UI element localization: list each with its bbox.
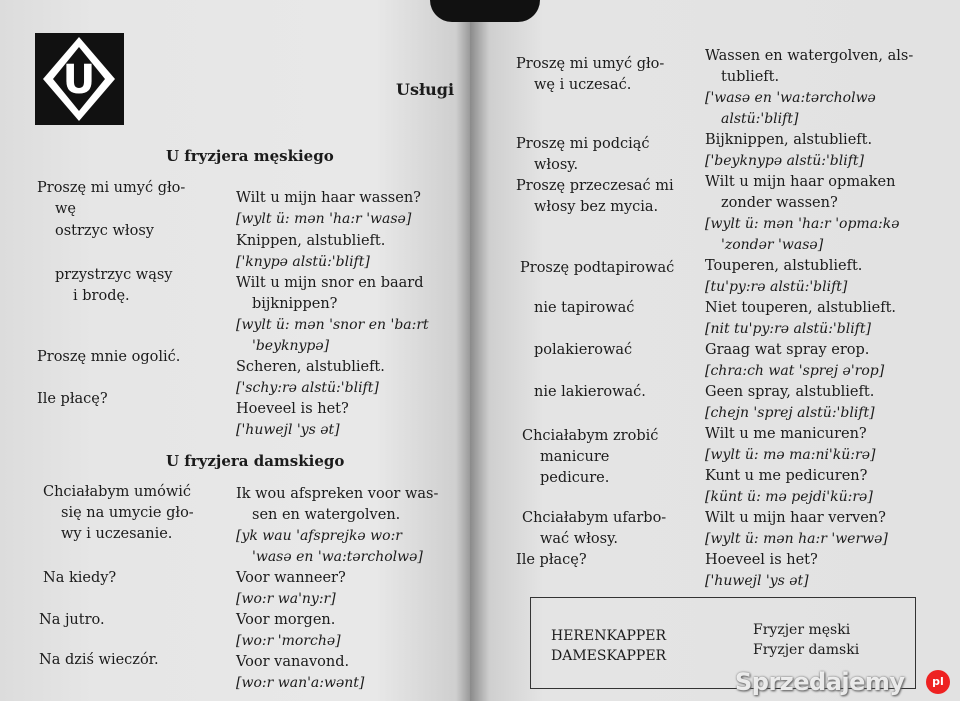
pronunciation-line: [wo:r 'morchə] bbox=[236, 633, 341, 649]
polish-phrase-line: Chciałabym umówić bbox=[43, 484, 192, 500]
pronunciation-line: [wo:r wan'a:wənt] bbox=[236, 675, 365, 691]
dutch-phrase-line: zonder wassen? bbox=[721, 195, 838, 211]
polish-phrase-line: Proszę mi podciąć bbox=[516, 136, 650, 152]
dutch-phrase-line: Wassen en watergolven, als- bbox=[705, 48, 914, 64]
polish-phrase-line: Ile płacę? bbox=[516, 552, 587, 568]
polish-phrase-line: Na kiedy? bbox=[43, 570, 117, 586]
pronunciation-line: [tu'py:rə alstü:'blift] bbox=[705, 279, 848, 295]
pronunciation-line: ['schy:rə alstü:'blift] bbox=[236, 380, 379, 396]
pronunciation-line: [wylt ü: mən 'snor en 'ba:rt bbox=[236, 317, 429, 333]
polish-phrase-line: wać włosy. bbox=[540, 531, 618, 547]
polish-phrase-line: i brodę. bbox=[73, 288, 130, 304]
dutch-phrase-line: Wilt u mijn snor en baard bbox=[236, 275, 424, 291]
pronunciation-line: [wo:r wa'ny:r] bbox=[236, 591, 336, 607]
dutch-phrase-line: Voor morgen. bbox=[236, 612, 336, 628]
dutch-phrase-line: Ik wou afspreken voor was- bbox=[236, 486, 439, 502]
dutch-phrase-line: Kunt u me pedicuren? bbox=[705, 468, 868, 484]
polish-phrase-line: Ile płacę? bbox=[37, 391, 108, 407]
glossary-nl: HERENKAPPER bbox=[551, 628, 667, 644]
dutch-phrase-line: Wilt u mijn haar verven? bbox=[705, 510, 886, 526]
pronunciation-line: [wylt ü: mən 'ha:r 'wasə] bbox=[236, 211, 412, 227]
glossary-nl: DAMESKAPPER bbox=[551, 648, 667, 664]
pronunciation-line: 'beyknypə] bbox=[252, 338, 330, 354]
polish-phrase-line: Proszę mnie ogolić. bbox=[37, 349, 181, 365]
polish-phrase-line: nie lakierować. bbox=[534, 384, 646, 400]
services-logo bbox=[35, 33, 124, 125]
dutch-phrase-line: tublieft. bbox=[721, 69, 780, 85]
dutch-phrase-line: Scheren, alstublieft. bbox=[236, 359, 385, 375]
polish-phrase-line: Proszę podtapirować bbox=[520, 260, 675, 276]
glossary-pl: Fryzjer męski bbox=[753, 622, 851, 638]
dutch-phrase-line: Hoeveel is het? bbox=[705, 552, 818, 568]
pronunciation-line: ['wasə en 'wa:tərcholwə bbox=[705, 90, 876, 106]
pronunciation-line: 'wasə en 'wa:tərcholwə] bbox=[252, 549, 423, 565]
polish-phrase-line: Proszę mi umyć gło- bbox=[37, 180, 186, 196]
polish-phrase-line: wy i uczesanie. bbox=[61, 526, 173, 542]
svg-text:U: U bbox=[62, 57, 96, 103]
polish-phrase-line: Proszę mi umyć gło- bbox=[516, 56, 665, 72]
dutch-phrase-line: Bijknippen, alstublieft. bbox=[705, 132, 873, 148]
pronunciation-line: [chra:ch wat 'sprej ə'rop] bbox=[705, 363, 885, 379]
polish-phrase-line: nie tapirować bbox=[534, 300, 635, 316]
pronunciation-line: [wylt ü: mə ma:ni'kü:rə] bbox=[705, 447, 876, 463]
polish-phrase-line: ostrzyc włosy bbox=[55, 223, 154, 239]
polish-phrase-line: wę i uczesać. bbox=[534, 77, 632, 93]
dutch-phrase-line: Knippen, alstublieft. bbox=[236, 233, 386, 249]
polish-phrase-line: się na umycie gło- bbox=[61, 505, 194, 521]
polish-phrase-line: pedicure. bbox=[540, 470, 610, 486]
section-heading-ladies-hairdresser: U fryzjera damskiego bbox=[166, 452, 345, 470]
dutch-phrase-line: Graag wat spray erop. bbox=[705, 342, 870, 358]
dutch-phrase-line: Wilt u me manicuren? bbox=[705, 426, 867, 442]
pronunciation-line: [yk wau 'afsprejkə wo:r bbox=[236, 528, 402, 544]
dutch-phrase-line: Voor wanneer? bbox=[236, 570, 346, 586]
pronunciation-line: ['huwejl 'ys ət] bbox=[705, 573, 809, 589]
polish-phrase-line: Na jutro. bbox=[39, 612, 105, 628]
polish-phrase-line: wę bbox=[55, 201, 76, 217]
watermark-logo: Sprzedajemy bbox=[735, 668, 905, 696]
pronunciation-line: 'zondər 'wasə] bbox=[721, 237, 824, 253]
dutch-phrase-line: Touperen, alstublieft. bbox=[705, 258, 863, 274]
dutch-phrase-line: Hoeveel is het? bbox=[236, 401, 349, 417]
watermark-badge: pl bbox=[926, 670, 950, 694]
dutch-phrase-line: Niet touperen, alstublieft. bbox=[705, 300, 896, 316]
section-heading-mens-barber: U fryzjera męskiego bbox=[166, 147, 334, 165]
pronunciation-line: [wylt ü: mən ha:r 'werwə] bbox=[705, 531, 888, 547]
pronunciation-line: ['huwejl 'ys ət] bbox=[236, 422, 340, 438]
pronunciation-line: [chejn 'sprej alstü:'blift] bbox=[705, 405, 875, 421]
pronunciation-line: [wylt ü: mən 'ha:r 'opma:kə bbox=[705, 216, 900, 232]
pronunciation-line: alstü:'blift] bbox=[721, 111, 799, 127]
polish-phrase-line: polakierować bbox=[534, 342, 633, 358]
polish-phrase-line: Proszę przeczesać mi bbox=[516, 178, 674, 194]
dutch-phrase-line: Geen spray, alstublieft. bbox=[705, 384, 875, 400]
left-page bbox=[0, 0, 470, 701]
polish-phrase-line: Chciałabym zrobić bbox=[522, 428, 659, 444]
pronunciation-line: ['beyknypə alstü:'blift] bbox=[705, 153, 864, 169]
polish-phrase-line: włosy bez mycia. bbox=[534, 199, 659, 215]
right-page bbox=[470, 0, 960, 701]
pronunciation-line: ['knypə alstü:'blift] bbox=[236, 254, 370, 270]
polish-phrase-line: manicure bbox=[540, 449, 610, 465]
glossary-pl: Fryzjer damski bbox=[753, 642, 860, 658]
polish-phrase-line: Na dziś wieczór. bbox=[39, 652, 159, 668]
book-gutter bbox=[430, 0, 540, 22]
dutch-phrase-line: Wilt u mijn haar wassen? bbox=[236, 190, 421, 206]
up-down-arrow-u-icon bbox=[35, 33, 124, 125]
dutch-phrase-line: sen en watergolven. bbox=[252, 507, 401, 523]
polish-phrase-line: włosy. bbox=[534, 157, 579, 173]
polish-phrase-line: Chciałabym ufarbo- bbox=[522, 510, 667, 526]
dutch-phrase-line: bijknippen? bbox=[252, 296, 338, 312]
polish-phrase-line: przystrzyc wąsy bbox=[55, 267, 173, 283]
pronunciation-line: [künt ü: mə pejdi'kü:rə] bbox=[705, 489, 873, 505]
dutch-phrase-line: Wilt u mijn haar opmaken bbox=[705, 174, 896, 190]
chapter-title: Usługi bbox=[396, 80, 455, 99]
pronunciation-line: [nit tu'py:rə alstü:'blift] bbox=[705, 321, 871, 337]
dutch-phrase-line: Voor vanavond. bbox=[236, 654, 350, 670]
